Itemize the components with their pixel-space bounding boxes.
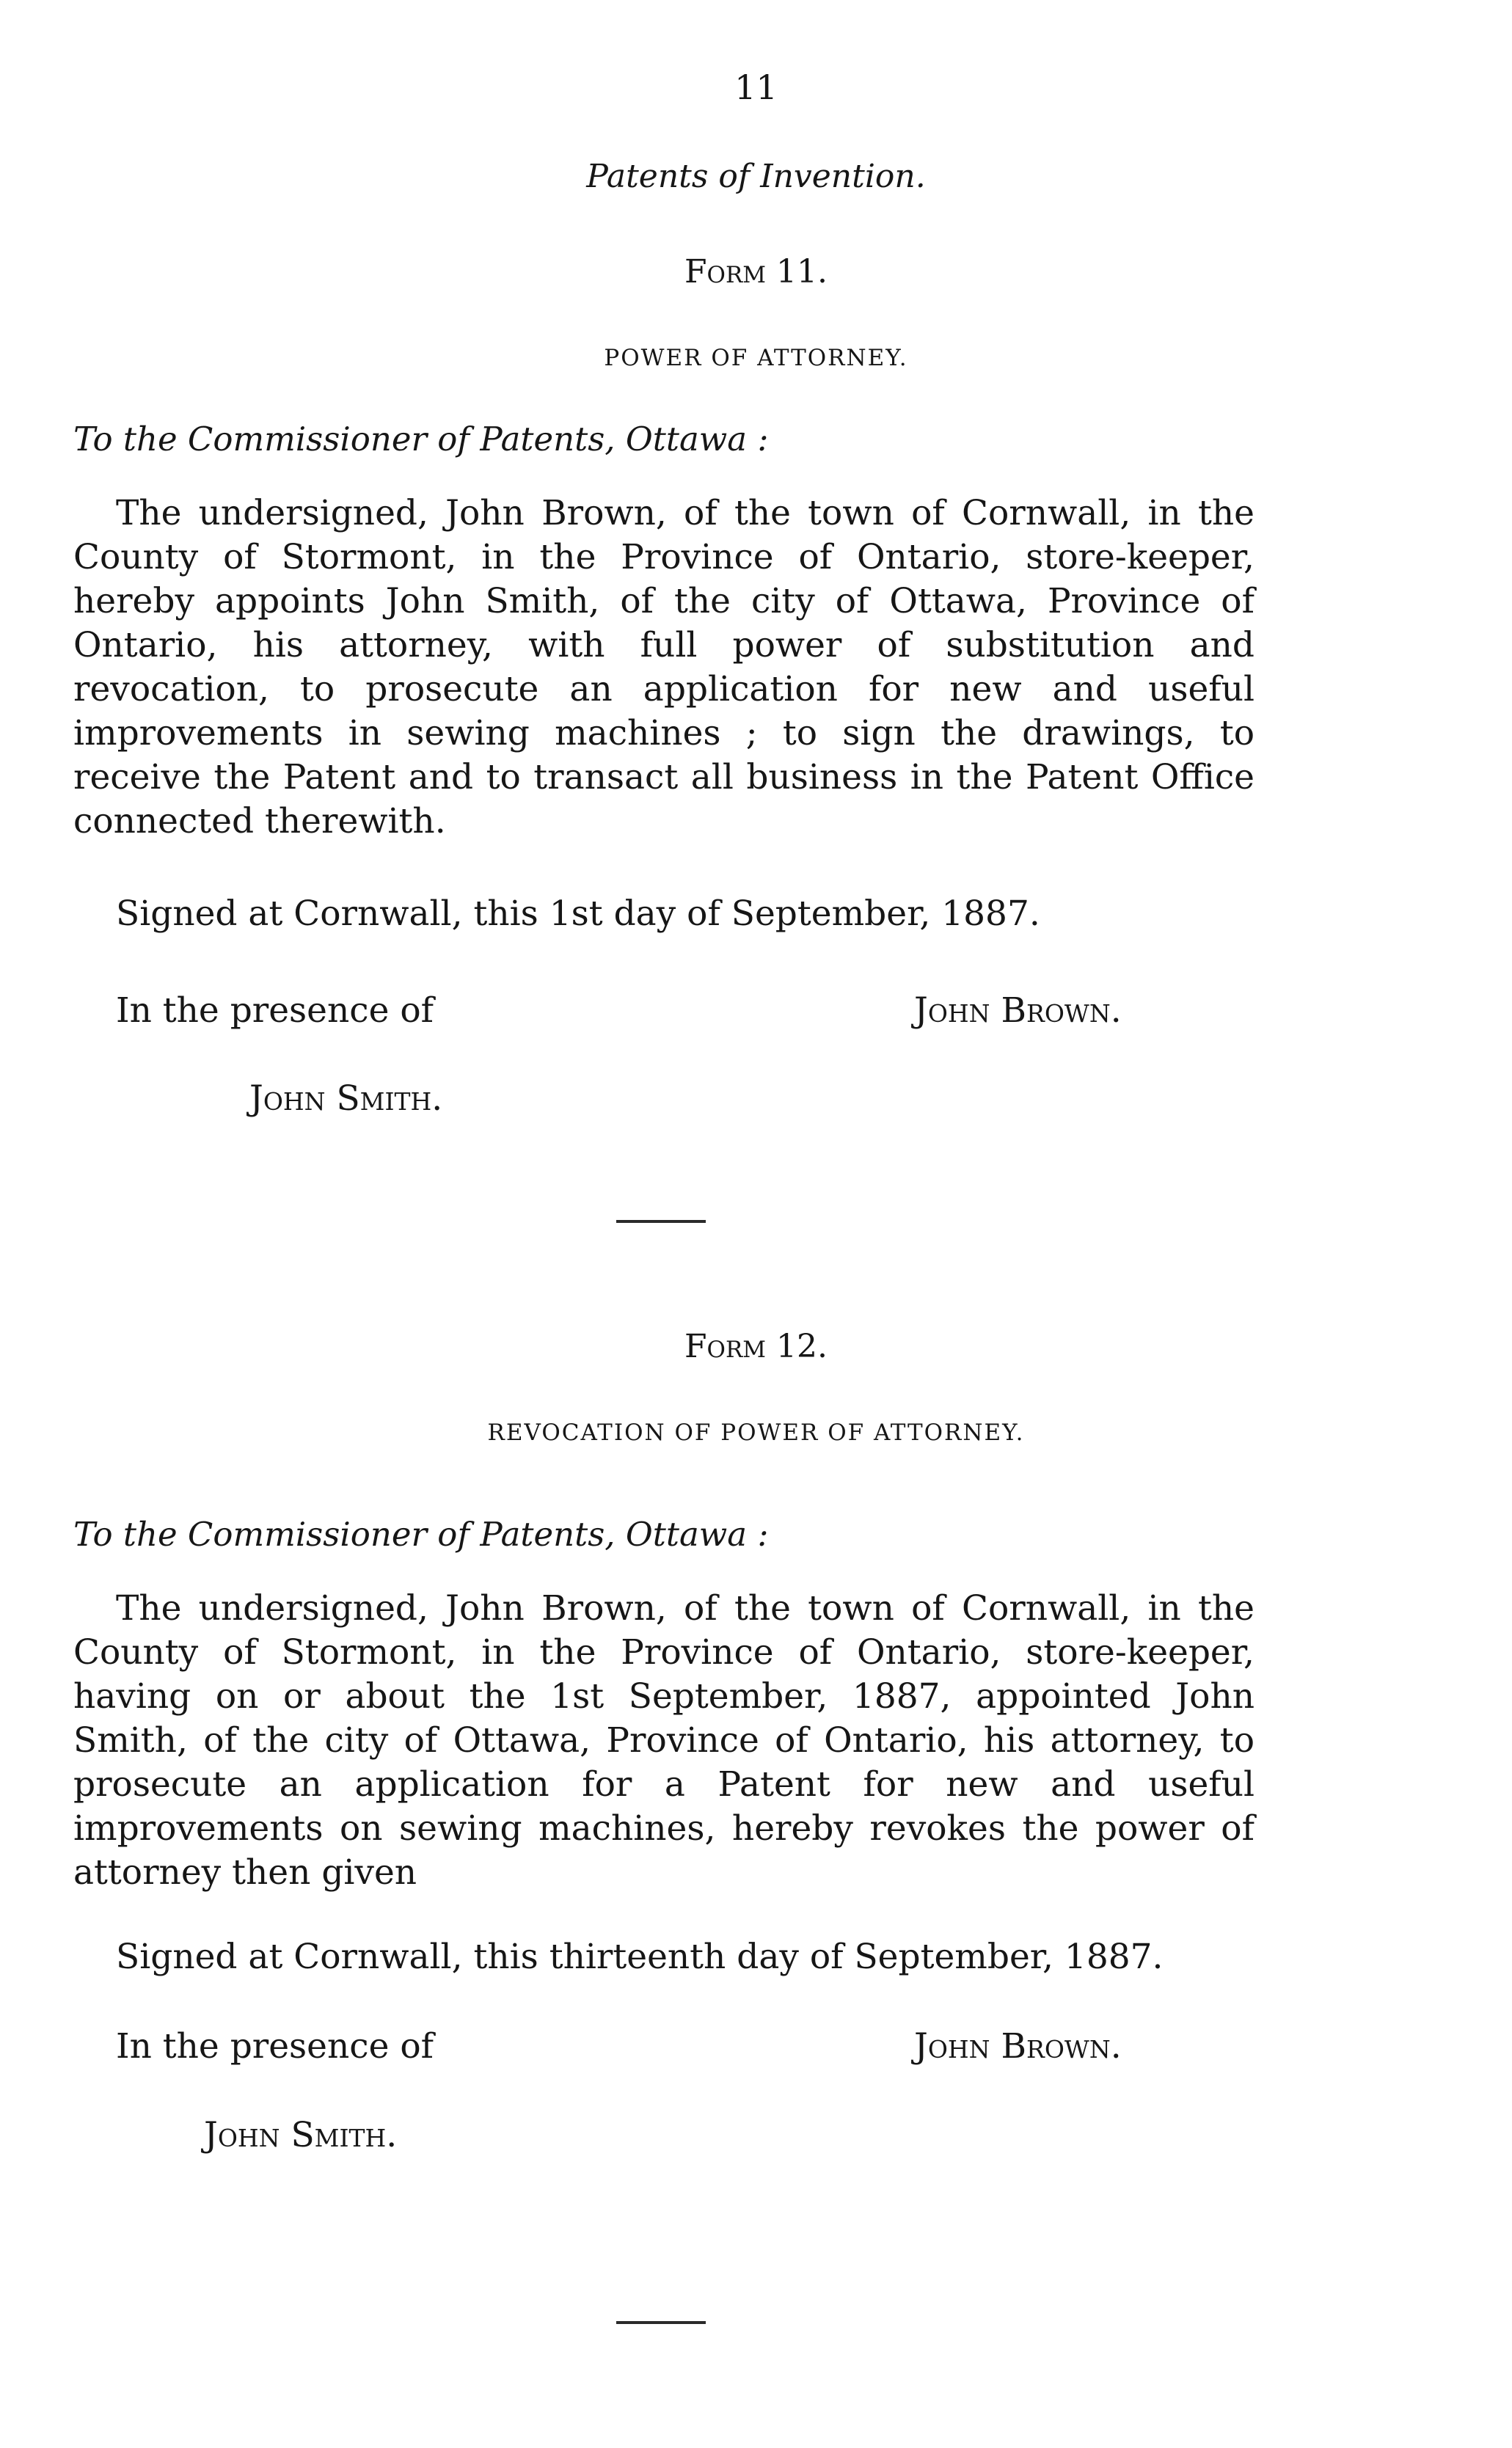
form-11-presence: In the presence of: [116, 990, 434, 1031]
form-12-title: REVOCATION OF POWER OF ATTORNEY.: [487, 1420, 1025, 1446]
section-divider: [616, 2321, 706, 2324]
form-12-body: The undersigned, John Brown, of the town of Cornwall, in the County of Stormont, in the Province of Ontario, store-keeper, having on or about the 1st September, 1887, appointed John Smith, of the city of Ottawa, Province of Ontario, his attorney, to prosecute an application for a Patent for new and useful improvements on sewing machines, hereby revokes the power of attorney then given: [73, 1588, 1254, 1893]
form-12-presence: In the presence of: [116, 2026, 434, 2067]
form-12-signed-line: Signed at Cornwall, this thirteenth day of September, 1887.: [116, 1937, 1164, 1977]
form-12-witness: John Smith.: [204, 2115, 398, 2155]
page-number: 11: [734, 67, 778, 107]
section-divider: [616, 1220, 706, 1223]
form-11-title: POWER OF ATTORNEY.: [604, 345, 908, 371]
form-11-addressee: To the Commissioner of Patents, Ottawa :: [73, 420, 769, 458]
form-11-witness: John Smith.: [249, 1078, 443, 1119]
form-11-body: The undersigned, John Brown, of the town of Cornwall, in the County of Stormont, in the Province of Ontario, store-keeper, hereby appoints John Smith, of the city of Ottawa, Province of Ontario, his attorney, with full power of substitution and revocation, to prosecute an application for new and useful improvements in sewing machines ; to sign the drawings, to receive the Patent and to transact all business in the Patent Office connected therewith.: [73, 493, 1254, 841]
form-12-label: Form 12.: [684, 1328, 828, 1365]
form-11-signed-line: Signed at Cornwall, this 1st day of September, 1887.: [116, 894, 1040, 934]
form-11-signatory: John Brown.: [914, 990, 1122, 1031]
form-12-addressee: To the Commissioner of Patents, Ottawa :: [73, 1515, 769, 1554]
running-head: Patents of Invention.: [586, 158, 926, 195]
form-11-label: Form 11.: [684, 253, 828, 291]
form-12-signatory: John Brown.: [914, 2026, 1122, 2067]
